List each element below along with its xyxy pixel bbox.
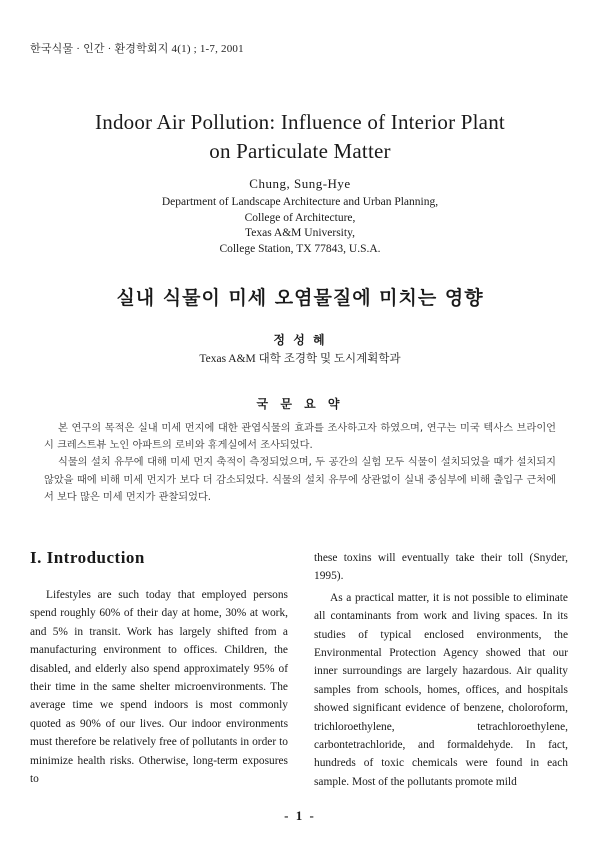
affiliation-ko: Texas A&M 대학 조경학 및 도시계획학과	[199, 353, 401, 365]
affiliation-line: Department of Landscape Architecture and Urban Planning,	[161, 196, 439, 208]
affiliation-line: Texas A&M University,	[245, 227, 355, 239]
abstract-paragraph: 본 연구의 목적은 실내 미세 먼지에 대한 관엽식물의 효과를 조사하고자 하였으며, 연구는 미국 텍사스 브라이언시 크레스트뷰 노인 아파트의 로비와 휴게실에서 조사되었다.	[44, 423, 556, 452]
author-name-ko: 정 성 혜	[273, 333, 327, 347]
page-number: - 1 -	[284, 808, 316, 823]
paper-title	[20, 108, 580, 166]
abstract-heading: 국 문 요 약	[256, 397, 344, 411]
section-heading-introduction: I. Introduction	[30, 548, 145, 567]
affiliation-en	[0, 195, 600, 257]
affiliation-line: College Station, TX 77843, U.S.A.	[219, 242, 381, 255]
body-paragraph-continuation: these toxins will eventually take their toll (Snyder, 1995).	[314, 552, 568, 583]
journal-header: 한국식물 · 인간 · 환경학회지 4(1) ; 1-7, 2001	[30, 43, 244, 55]
abstract-paragraph: 식물의 설치 유무에 대해 미세 먼지 축적이 측정되었으며, 두 공간의 실험 모두 식물이 설치되었을 때가 설치되지 않았을 때에 비해 미세 먼지가 보다 더 감소되었다. 식물의 설치 유무에 상관없이 실내 중심부에 비해 출입구 근처에서 보다 많은 미세 먼지가 관찰되었다.	[44, 457, 556, 503]
left-column	[30, 548, 288, 788]
body-paragraph: Lifestyles are such today that employed persons spend roughly 60% of their day at home, 30% at work, and 5% in transit. Work has largely shifted from a manufacturing environment to offices. Children, the disabled, and elderly also spend approximately 95% of their time in the same shelter microenvironments. The average time we spend indoors is most commonly quoted as 90% of our lives. Our indoor environments must therefore be relatively free of pollutants in order to minimize health risks. Otherwise, long-term exposures to	[30, 589, 288, 786]
author-name-en: Chung, Sung-Hye	[249, 176, 351, 191]
paper-title-line-2: on Particulate Matter	[209, 139, 391, 163]
abstract-body	[44, 420, 556, 506]
right-column	[314, 549, 568, 791]
affiliation-line: College of Architecture,	[244, 211, 356, 224]
paper-title-line-1: Indoor Air Pollution: Influence of Interior Plant	[95, 110, 505, 134]
paper-title-ko: 실내 식물이 미세 오염물질에 미치는 영향	[116, 287, 484, 309]
body-paragraph: As a practical matter, it is not possible to eliminate all contaminants from work and living spaces. In its studies of typical enclosed environments, the Environmental Protection Agency showed that our inner surroundings are largely hazardous. Air quality samples from schools, homes, offices, and hospitals showed significant evidence of benzene, choloroform, trichloroethylene, tetrachloroethylene, carbontetrachloride, and formaldehyde. In fact, hundreds of toxic chemicals were found in each sample. Most of the pollutants promote mild	[314, 591, 568, 788]
